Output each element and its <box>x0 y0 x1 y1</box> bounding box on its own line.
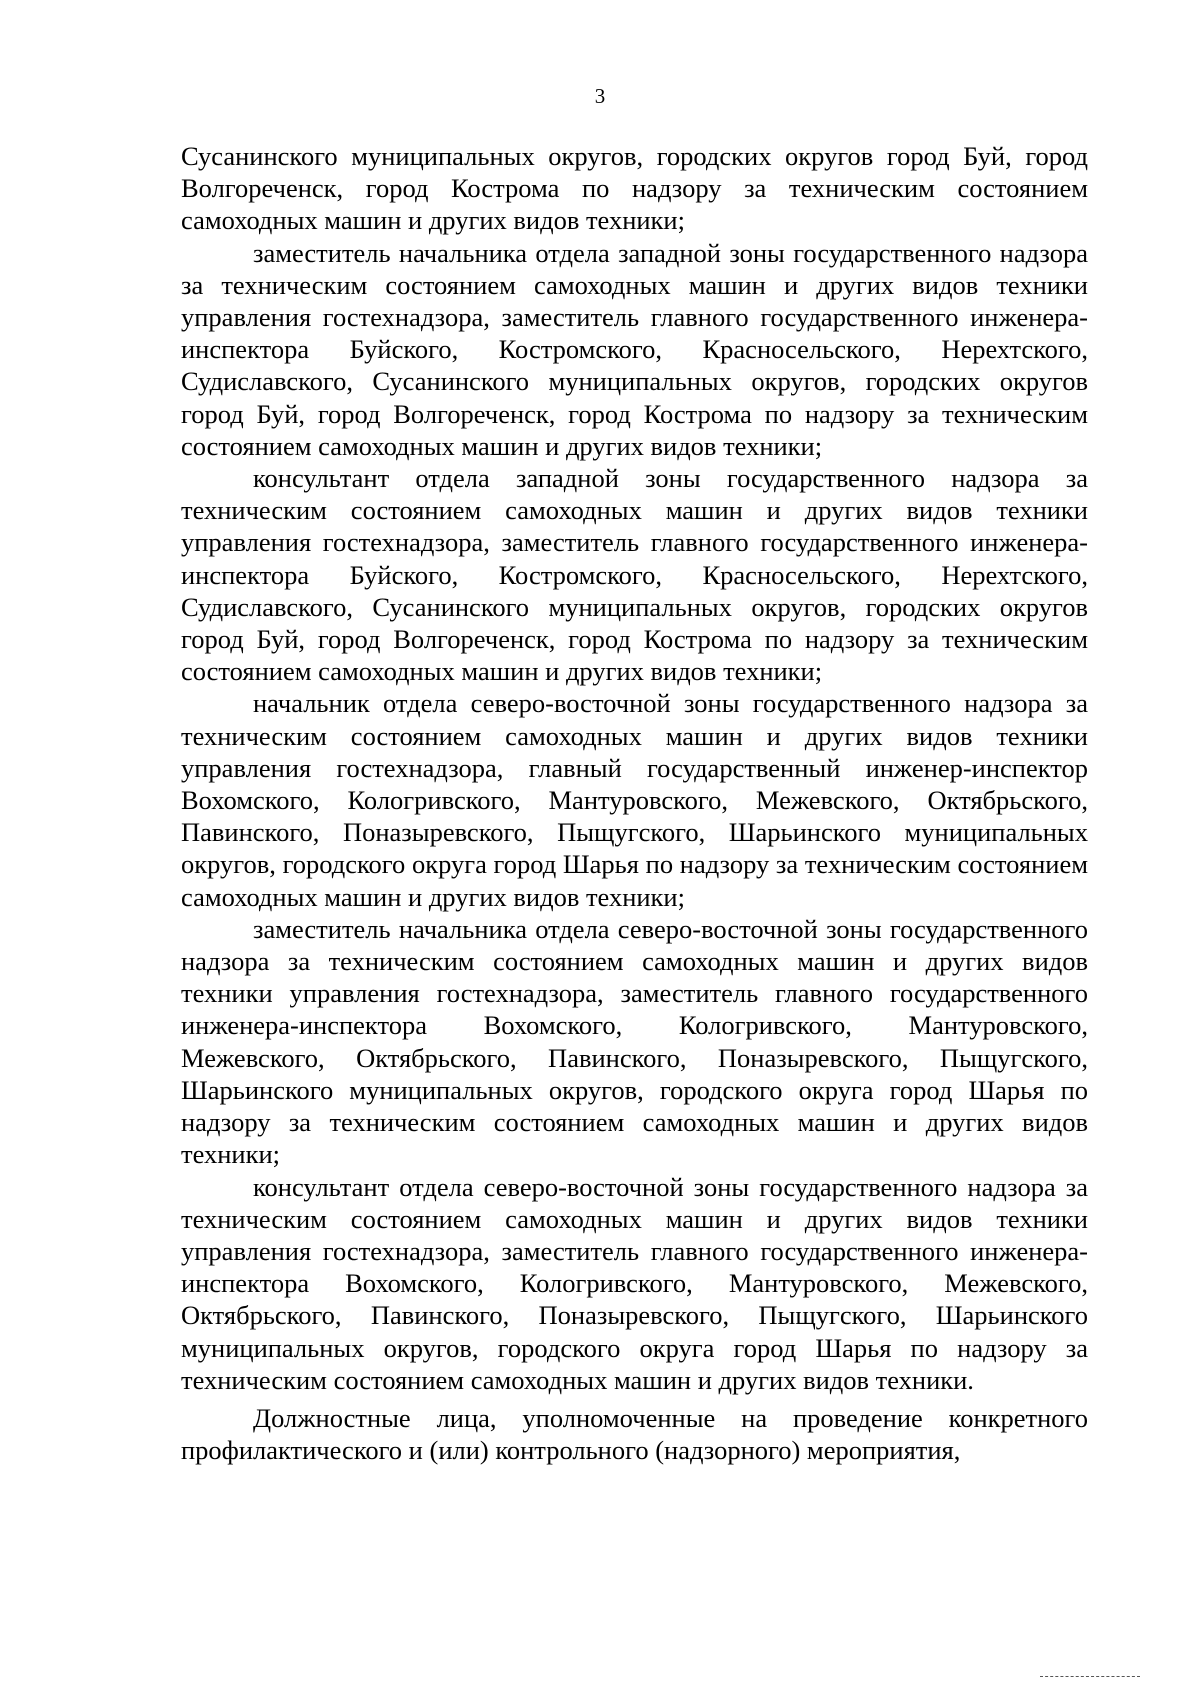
document-body <box>181 140 1088 1466</box>
footer-dashed-line <box>1040 1676 1140 1677</box>
paragraph-head-northeast: начальник отдела северо-восточной зоны государственного надзора за техническим состоянием самоходных машин и других видов техники управления гостехнадзора, главный государственный инженер-инспектор Вохомского, Кологривского, Мантуровского, Межевского, Октябрьского, Павинского, Поназыревского, Пыщугского, Шарьинского муниципальных округов, городского округа город Шарья по надзору за техническим состоянием самоходных машин и других видов техники; <box>181 688 1088 912</box>
paragraph-deputy-head-west: заместитель начальника отдела западной зоны государственного надзора за техническим состоянием самоходных машин и других видов техники управления гостехнадзора, заместитель главного государственного инженера-инспектора Буйского, Костромского, Красносельского, Нерехтского, Судиславского, Сусанинского муниципальных округов, городских округов город Буй, город Волгореченск, город Кострома по надзору за техническим состоянием самоходных машин и других видов техники; <box>181 237 1088 461</box>
paragraph-consultant-northeast: консультант отдела северо-восточной зоны государственного надзора за техническим состоянием самоходных машин и других видов техники управления гостехнадзора, заместитель главного государственного инженера-инспектора Вохомского, Кологривского, Мантуровского, Межевского, Октябрьского, Павинского, Поназыревского, Пыщугского, Шарьинского муниципальных округов, городского округа город Шарья по надзору за техническим состоянием самоходных машин и других видов техники. <box>181 1171 1088 1395</box>
paragraph-consultant-west: консультант отдела западной зоны государственного надзора за техническим состоянием самоходных машин и других видов техники управления гостехнадзора, заместитель главного государственного инженера-инспектора Буйского, Костромского, Красносельского, Нерехтского, Судиславского, Сусанинского муниципальных округов, городских округов город Буй, город Волгореченск, город Кострома по надзору за техническим состоянием самоходных машин и других видов техники; <box>181 463 1088 687</box>
page-number: 3 <box>594 84 606 108</box>
paragraph-deputy-head-northeast: заместитель начальника отдела северо-восточной зоны государственного надзора за техническим состоянием самоходных машин и других видов техники управления гостехнадзора, заместитель главного государственного инженера-инспектора Вохомского, Кологривского, Мантуровского, Межевского, Октябрьского, Павинского, Поназыревского, Пыщугского, Шарьинского муниципальных округов, городского округа город Шарья по надзору за техническим состоянием самоходных машин и других видов техники; <box>181 913 1088 1170</box>
paragraph-officials: Должностные лица, уполномоченные на проведение конкретного профилактического и (или) контрольного (надзорного) мероприятия, <box>181 1402 1088 1466</box>
paragraph-continuation: Сусанинского муниципальных округов, городских округов город Буй, город Волгореченск, город Кострома по надзору за техническим состоянием самоходных машин и других видов техники; <box>181 141 1088 236</box>
